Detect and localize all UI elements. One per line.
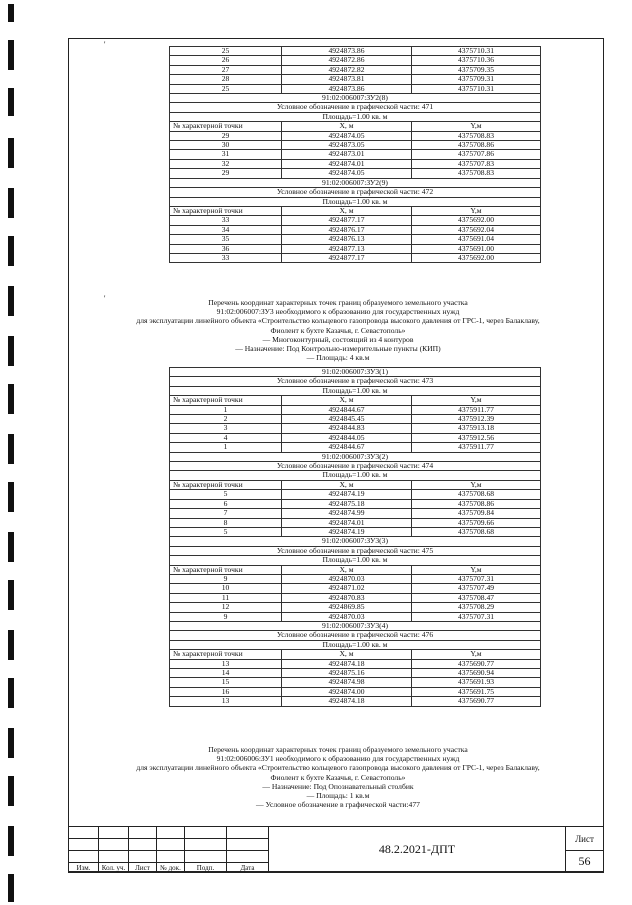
description-line: — Многоконтурный, состоящий из 4 контуров xyxy=(262,334,414,344)
table-header-row xyxy=(170,122,541,131)
description-line: — Назначение: Под Опознавательный столбик xyxy=(262,781,414,791)
contour-id: 91:02:006007:ЗУ3(2) xyxy=(170,452,541,461)
document-code: 48.2.2021-ДПТ xyxy=(269,827,566,873)
point-number-header: № характерной точки xyxy=(170,206,282,215)
x-coordinate: 4924877.17 xyxy=(282,253,412,262)
x-coordinate: 4924874.99 xyxy=(282,509,412,518)
table-row xyxy=(170,56,541,65)
stamp-header-sign: Подп. xyxy=(185,863,227,873)
table-row xyxy=(170,169,541,178)
title-block xyxy=(68,826,604,873)
contour-area: Площадь=1.00 кв. м xyxy=(170,197,541,206)
point-number: 7 xyxy=(170,509,282,518)
y-coordinate: 4375691.93 xyxy=(412,678,541,687)
sheet-label: Лист xyxy=(566,827,604,851)
x-header: X, м xyxy=(282,122,412,131)
table-row xyxy=(170,405,541,414)
contour-caption-row xyxy=(170,537,541,546)
table-row xyxy=(170,669,541,678)
x-coordinate: 4924870.83 xyxy=(282,593,412,602)
point-number: 26 xyxy=(170,56,282,65)
table-row xyxy=(170,253,541,262)
contour-caption-row xyxy=(170,188,541,197)
contour-caption-row xyxy=(170,546,541,555)
coordinates-table-zu3 xyxy=(169,367,541,707)
x-coordinate: 4924844.67 xyxy=(282,405,412,414)
x-coordinate: 4924874.18 xyxy=(282,659,412,668)
table-row xyxy=(170,678,541,687)
description-line: Перечень координат характерных точек границ образуемого земельного участка xyxy=(208,745,468,754)
point-number: 13 xyxy=(170,659,282,668)
point-number: 11 xyxy=(170,593,282,602)
contour-caption-row xyxy=(170,368,541,377)
y-coordinate: 4375707.31 xyxy=(412,612,541,621)
x-coordinate: 4924875.16 xyxy=(282,669,412,678)
table-header-row xyxy=(170,206,541,215)
x-coordinate: 4924874.18 xyxy=(282,697,412,706)
coordinates-table-zu2 xyxy=(169,46,541,263)
y-coordinate: 4375710.36 xyxy=(412,56,541,65)
x-coordinate: 4924874.05 xyxy=(282,169,412,178)
point-number: 27 xyxy=(170,65,282,74)
description-line: 91:02:006006:ЗУ1 необходимого к образованию для государственных нужд xyxy=(216,754,460,764)
x-coordinate: 4924873.05 xyxy=(282,141,412,150)
point-number: 28 xyxy=(170,75,282,84)
point-number: 12 xyxy=(170,603,282,612)
table-row xyxy=(170,433,541,442)
table-header-row xyxy=(170,650,541,659)
contour-id: 91:02:006007:ЗУ3(4) xyxy=(170,621,541,630)
y-coordinate: 4375912.56 xyxy=(412,433,541,442)
y-coordinate: 4375912.39 xyxy=(412,415,541,424)
table-row xyxy=(170,499,541,508)
point-number: 16 xyxy=(170,687,282,696)
stamp-header-izm: Изм. xyxy=(69,863,99,873)
x-coordinate: 4924874.00 xyxy=(282,687,412,696)
contour-caption-row xyxy=(170,103,541,112)
point-number: 32 xyxy=(170,159,282,168)
point-number: 35 xyxy=(170,235,282,244)
graphic-legend: Условное обозначение в графической части: 474 xyxy=(170,462,541,471)
x-coordinate: 4924874.19 xyxy=(282,490,412,499)
point-number: 34 xyxy=(170,225,282,234)
y-coordinate: 4375708.86 xyxy=(412,499,541,508)
table-header-row xyxy=(170,480,541,489)
contour-id: 91:02:006007:ЗУ2(9) xyxy=(170,178,541,187)
x-header: X, м xyxy=(282,396,412,405)
y-coordinate: 4375708.47 xyxy=(412,593,541,602)
contour-caption-row xyxy=(170,621,541,630)
table-row xyxy=(170,687,541,696)
y-coordinate: 4375692.00 xyxy=(412,216,541,225)
x-coordinate: 4924870.03 xyxy=(282,612,412,621)
x-coordinate: 4924871.02 xyxy=(282,584,412,593)
table-row xyxy=(170,216,541,225)
description-line: Перечень координат характерных точек границ образуемого земельного участка xyxy=(208,298,468,307)
point-number: 6 xyxy=(170,499,282,508)
point-number: 1 xyxy=(170,405,282,414)
sheet-number: 56 xyxy=(566,851,604,873)
table-header-row xyxy=(170,396,541,405)
y-coordinate: 4375708.83 xyxy=(412,169,541,178)
y-coordinate: 4375707.83 xyxy=(412,159,541,168)
table-row xyxy=(170,443,541,452)
x-coordinate: 4924844.05 xyxy=(282,433,412,442)
x-coordinate: 4924876.17 xyxy=(282,225,412,234)
table-row xyxy=(170,612,541,621)
table-row xyxy=(170,509,541,518)
table-row xyxy=(170,131,541,140)
x-coordinate: 4924845.45 xyxy=(282,415,412,424)
contour-caption-row xyxy=(170,631,541,640)
x-coordinate: 4924877.13 xyxy=(282,244,412,253)
contour-area: Площадь=1.00 кв. м xyxy=(170,471,541,480)
point-number: 33 xyxy=(170,216,282,225)
y-coordinate: 4375708.68 xyxy=(412,490,541,499)
y-coordinate: 4375709.66 xyxy=(412,518,541,527)
contour-id: 91:02:006007:ЗУ2(8) xyxy=(170,94,541,103)
y-coordinate: 4375709.31 xyxy=(412,75,541,84)
y-coordinate: 4375911.77 xyxy=(412,405,541,414)
table-row xyxy=(170,141,541,150)
y-coordinate: 4375691.04 xyxy=(412,235,541,244)
graphic-legend: Условное обозначение в графической части: 471 xyxy=(170,103,541,112)
x-coordinate: 4924872.82 xyxy=(282,65,412,74)
point-number: 31 xyxy=(170,150,282,159)
table-row xyxy=(170,518,541,527)
contour-caption-row xyxy=(170,197,541,206)
contour-caption-row xyxy=(170,112,541,121)
y-coordinate: 4375692.04 xyxy=(412,225,541,234)
y-header: Y,м xyxy=(412,650,541,659)
x-header: X, м xyxy=(282,565,412,574)
description-line: — Площадь: 4 кв.м xyxy=(306,353,370,363)
contour-id: 91:02:006007:ЗУ3(1) xyxy=(170,368,541,377)
contour-caption-row xyxy=(170,471,541,480)
point-number: 30 xyxy=(170,141,282,150)
point-number: 9 xyxy=(170,612,282,621)
x-coordinate: 4924872.86 xyxy=(282,56,412,65)
y-coordinate: 4375707.49 xyxy=(412,584,541,593)
stamp-header-doc-no: № док. xyxy=(157,863,185,873)
graphic-legend: Условное обозначение в графической части: 472 xyxy=(170,188,541,197)
x-coordinate: 4924873.01 xyxy=(282,150,412,159)
y-header: Y,м xyxy=(412,565,541,574)
x-header: X, м xyxy=(282,480,412,489)
point-number: 29 xyxy=(170,169,282,178)
point-number: 14 xyxy=(170,669,282,678)
point-number: 25 xyxy=(170,47,282,56)
x-coordinate: 4924870.03 xyxy=(282,574,412,583)
point-number: 4 xyxy=(170,433,282,442)
point-number: 29 xyxy=(170,131,282,140)
table-row xyxy=(170,697,541,706)
y-header: Y,м xyxy=(412,480,541,489)
description-line: для эксплуатации линейного объекта «Строительство кольцевого газопровода высокого давления от ГРС-1, через Балаклаву, xyxy=(136,316,540,326)
margin-mark: ' xyxy=(104,40,106,49)
point-number: 13 xyxy=(170,697,282,706)
contour-caption-row xyxy=(170,640,541,649)
y-coordinate: 4375690.94 xyxy=(412,669,541,678)
point-number: 2 xyxy=(170,415,282,424)
table-row xyxy=(170,244,541,253)
x-coordinate: 4924874.19 xyxy=(282,527,412,536)
contour-area: Площадь=1.00 кв. м xyxy=(170,640,541,649)
table-row xyxy=(170,527,541,536)
x-coordinate: 4924874.98 xyxy=(282,678,412,687)
x-coordinate: 4924875.18 xyxy=(282,499,412,508)
y-header: Y,м xyxy=(412,122,541,131)
point-number: 5 xyxy=(170,527,282,536)
point-number: 8 xyxy=(170,518,282,527)
table-row xyxy=(170,490,541,499)
table-row xyxy=(170,47,541,56)
plot-description-zu3 xyxy=(92,298,584,362)
x-coordinate: 4924869.85 xyxy=(282,603,412,612)
margin-mark: ' xyxy=(104,294,106,303)
y-coordinate: 4375707.31 xyxy=(412,574,541,583)
point-number-header: № характерной точки xyxy=(170,396,282,405)
contour-caption-row xyxy=(170,386,541,395)
y-coordinate: 4375691.75 xyxy=(412,687,541,696)
y-coordinate: 4375708.83 xyxy=(412,131,541,140)
contour-caption-row xyxy=(170,452,541,461)
y-coordinate: 4375690.77 xyxy=(412,659,541,668)
table-row xyxy=(170,150,541,159)
stamp-header-kol-uch: Кол. уч. xyxy=(99,863,129,873)
x-coordinate: 4924877.17 xyxy=(282,216,412,225)
contour-caption-row xyxy=(170,377,541,386)
y-coordinate: 4375913.18 xyxy=(412,424,541,433)
table-row xyxy=(170,574,541,583)
contour-caption-row xyxy=(170,178,541,187)
graphic-legend: Условное обозначение в графической части: 476 xyxy=(170,631,541,640)
y-coordinate: 4375690.77 xyxy=(412,697,541,706)
y-coordinate: 4375709.84 xyxy=(412,509,541,518)
x-coordinate: 4924874.05 xyxy=(282,131,412,140)
point-number: 36 xyxy=(170,244,282,253)
description-line: Фиолент к бухте Казачья, г. Севастополь» xyxy=(270,325,406,335)
contour-caption-row xyxy=(170,94,541,103)
y-coordinate: 4375708.68 xyxy=(412,527,541,536)
table-row xyxy=(170,424,541,433)
y-coordinate: 4375709.35 xyxy=(412,65,541,74)
x-coordinate: 4924844.67 xyxy=(282,443,412,452)
contour-caption-row xyxy=(170,556,541,565)
graphic-legend: Условное обозначение в графической части: 475 xyxy=(170,546,541,555)
description-line: — Площадь: 1 кв.м xyxy=(306,791,370,801)
x-header: X, м xyxy=(282,650,412,659)
contour-area: Площадь=1.00 кв. м xyxy=(170,556,541,565)
description-line: Фиолент к бухте Казачья, г. Севастополь» xyxy=(270,772,406,782)
x-coordinate: 4924844.83 xyxy=(282,424,412,433)
table-row xyxy=(170,603,541,612)
table-row xyxy=(170,75,541,84)
table-row xyxy=(170,584,541,593)
y-coordinate: 4375710.31 xyxy=(412,84,541,93)
x-header: X, м xyxy=(282,206,412,215)
point-number-header: № характерной точки xyxy=(170,122,282,131)
y-coordinate: 4375691.00 xyxy=(412,244,541,253)
y-coordinate: 4375708.86 xyxy=(412,141,541,150)
description-line: для эксплуатации линейного объекта «Строительство кольцевого газопровода высокого давления от ГРС-1, через Балаклаву, xyxy=(136,763,540,773)
x-coordinate: 4924874.01 xyxy=(282,518,412,527)
x-coordinate: 4924874.01 xyxy=(282,159,412,168)
table-row xyxy=(170,235,541,244)
point-number: 3 xyxy=(170,424,282,433)
description-line: — Условное обозначение в графической части:477 xyxy=(256,800,420,810)
table-row xyxy=(170,65,541,74)
point-number: 10 xyxy=(170,584,282,593)
x-coordinate: 4924873.86 xyxy=(282,47,412,56)
point-number: 33 xyxy=(170,253,282,262)
description-line: — Назначение: Под Контрольно-измерительные пункты (КИП) xyxy=(235,344,441,354)
x-coordinate: 4924873.81 xyxy=(282,75,412,84)
y-coordinate: 4375692.00 xyxy=(412,253,541,262)
plot-description-zu1 xyxy=(92,745,584,809)
point-number: 5 xyxy=(170,490,282,499)
table-header-row xyxy=(170,565,541,574)
stamp-header-list: Лист xyxy=(129,863,157,873)
y-coordinate: 4375707.86 xyxy=(412,150,541,159)
point-number-header: № характерной точки xyxy=(170,650,282,659)
y-coordinate: 4375710.31 xyxy=(412,47,541,56)
stamp-header-date: Дата xyxy=(227,863,269,873)
description-line: 91:02:006007:ЗУ3 необходимого к образованию для государственных нужд xyxy=(216,307,460,317)
y-header: Y,м xyxy=(412,206,541,215)
table-row xyxy=(170,593,541,602)
x-coordinate: 4924873.86 xyxy=(282,84,412,93)
contour-caption-row xyxy=(170,462,541,471)
point-number: 15 xyxy=(170,678,282,687)
graphic-legend: Условное обозначение в графической части: 473 xyxy=(170,377,541,386)
y-coordinate: 4375708.29 xyxy=(412,603,541,612)
contour-area: Площадь=1.00 кв. м xyxy=(170,386,541,395)
point-number: 9 xyxy=(170,574,282,583)
point-number-header: № характерной точки xyxy=(170,565,282,574)
point-number: 25 xyxy=(170,84,282,93)
point-number-header: № характерной точки xyxy=(170,480,282,489)
table-row xyxy=(170,159,541,168)
table-row xyxy=(170,84,541,93)
contour-id: 91:02:006007:ЗУ3(3) xyxy=(170,537,541,546)
y-header: Y,м xyxy=(412,396,541,405)
table-row xyxy=(170,659,541,668)
table-row xyxy=(170,415,541,424)
contour-area: Площадь=1.00 кв. м xyxy=(170,112,541,121)
x-coordinate: 4924876.13 xyxy=(282,235,412,244)
y-coordinate: 4375911.77 xyxy=(412,443,541,452)
table-row xyxy=(170,225,541,234)
point-number: 1 xyxy=(170,443,282,452)
